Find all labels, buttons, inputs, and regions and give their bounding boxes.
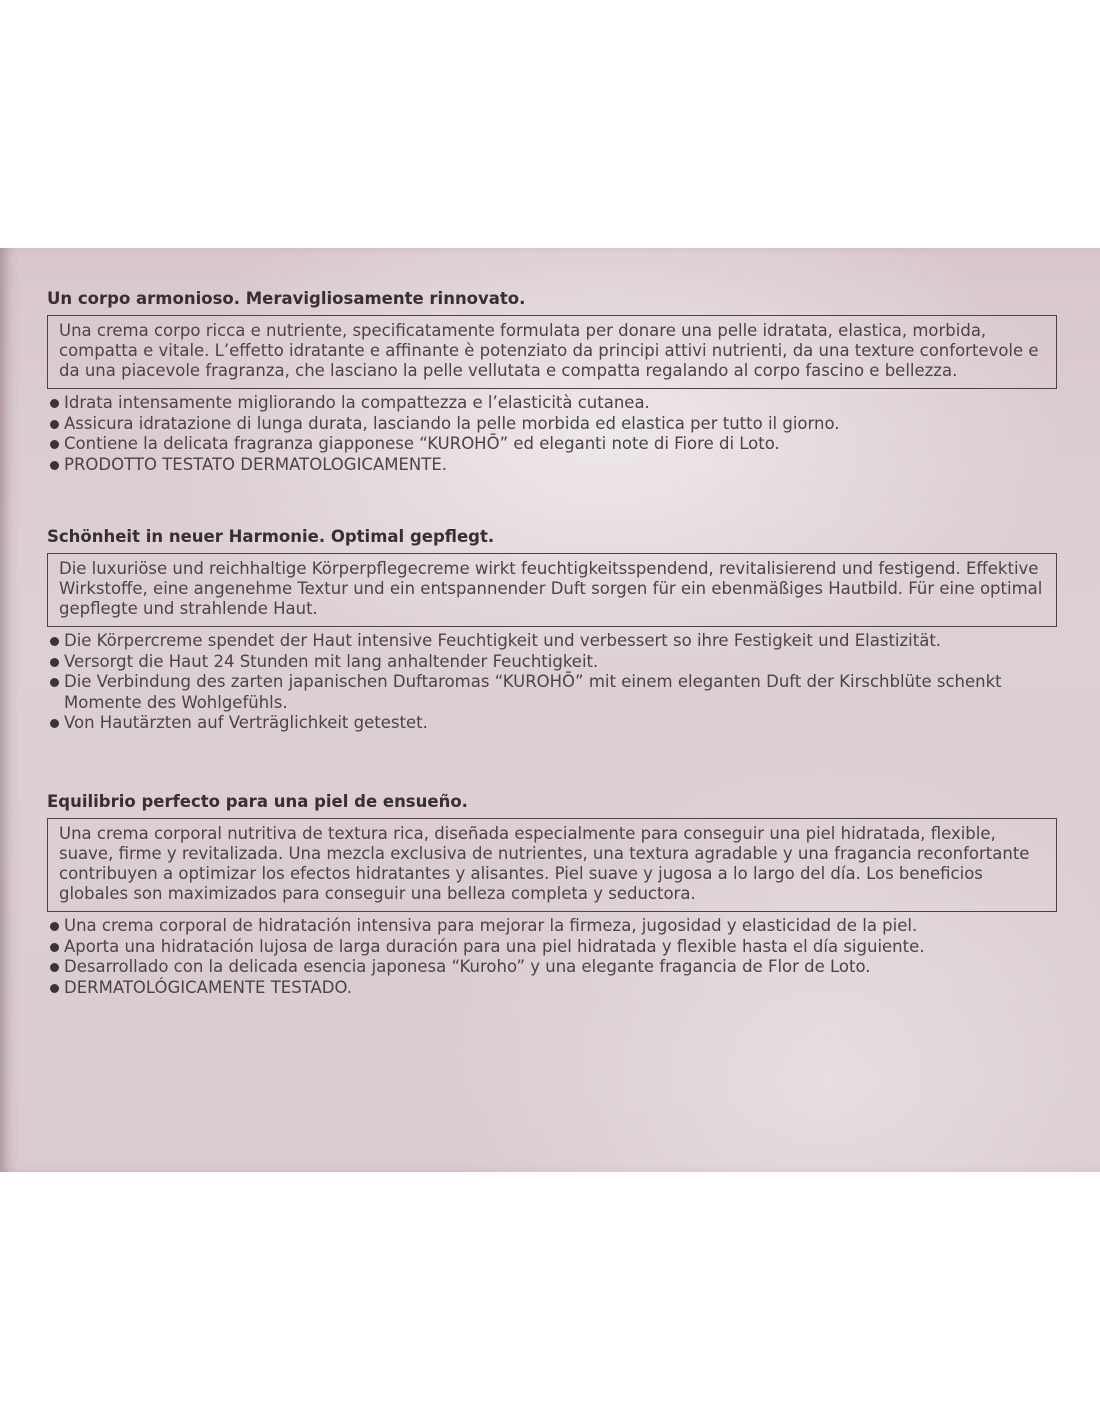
- benefit-list: [47, 916, 1057, 998]
- list-item-text: Aporta una hidratación lujosa de larga duración para una piel hidratada y flexible hasta el día siguiente.: [64, 936, 925, 956]
- bullet-icon: [50, 922, 59, 931]
- description-box: Una crema corpo ricca e nutriente, specificatamente formulata per donare una pelle idratata, elastica, morbida, compatta e vitale. L’effetto idratante e affinante è potenziato da principi attivi nutrienti, da una texture confortevole e da una piacevole fragranza, che lasciano la pelle vellutata e compatta regalando al corpo fascino e bellezza.: [47, 315, 1057, 389]
- list-item: [47, 652, 1057, 673]
- benefit-list: [47, 393, 1057, 475]
- list-item: [47, 937, 1057, 958]
- bullet-icon: [50, 420, 59, 429]
- list-item-text: Die Verbindung des zarten japanischen Duftaromas “KUROHŌ” mit einem eleganten Duft der Kirschblüte schenkt Momente des Wohlgefühls.: [64, 672, 1002, 712]
- list-item-text: Una crema corporal de hidratación intensiva para mejorar la firmeza, jugosidad y elasticidad de la piel.: [64, 916, 918, 935]
- list-item: [47, 414, 1057, 435]
- bullet-icon: [50, 984, 59, 993]
- list-item: [47, 434, 1057, 455]
- section-heading: Un corpo armonioso. Meravigliosamente rinnovato.: [47, 289, 526, 308]
- package-panel: [0, 248, 1100, 1172]
- list-item-text: Desarrollado con la delicada esencia japonesa “Kuroho” y una elegante fragancia de Flor de Loto.: [64, 957, 871, 976]
- section-heading: Equilibrio perfecto para una piel de ensueño.: [47, 792, 468, 811]
- bullet-icon: [50, 399, 59, 408]
- list-item: [47, 631, 1057, 652]
- list-item-text: Die Körpercreme spendet der Haut intensive Feuchtigkeit und verbessert so ihre Festigkeit und Elastizität.: [64, 631, 942, 650]
- list-item: [47, 713, 1057, 734]
- bullet-icon: [50, 678, 59, 687]
- list-item-text: Assicura idratazione di lunga durata, lasciando la pelle morbida ed elastica per tutto il giorno.: [64, 413, 840, 433]
- list-item-text: Idrata intensamente migliorando la compattezza e l’elasticità cutanea.: [64, 393, 650, 412]
- section-italian: [47, 288, 1057, 475]
- list-item-text: Von Hautärzten auf Verträglichkeit getestet.: [64, 713, 428, 732]
- list-item-text: Contiene la delicata fragranza giapponese “KUROHŌ” ed eleganti note di Fiore di Loto.: [64, 434, 780, 453]
- list-item: [47, 916, 1057, 937]
- bullet-icon: [50, 440, 59, 449]
- bullet-icon: [50, 719, 59, 728]
- list-item: [47, 957, 1057, 978]
- list-item: [47, 672, 1057, 713]
- list-item: [47, 978, 1057, 999]
- bullet-icon: [50, 461, 59, 470]
- bullet-icon: [50, 637, 59, 646]
- section-spanish: [47, 791, 1057, 998]
- list-item-text: PRODOTTO TESTATO DERMATOLOGICAMENTE.: [64, 454, 447, 474]
- description-box: Una crema corporal nutritiva de textura rica, diseñada especialmente para conseguir una piel hidratada, flexible, suave, firme y revitalizada. Una mezcla exclusiva de nutrientes, una textura agradable y una fragancia reconfortante contribuyen a optimizar los efectos hidratantes y alisantes. Piel suave y jugosa a lo largo del día. Los beneficios globales son maximizados para conseguir una belleza completa y seductora.: [47, 818, 1057, 912]
- description-box: Die luxuriöse und reichhaltige Körperpflegecreme wirkt feuchtigkeitsspendend, revitalisierend und festigend. Effektive Wirkstoffe, eine angenehme Textur und ein entspannender Duft sorgen für ein ebenmäßiges Hautbild. Für eine optimal gepflegte und strahlende Haut.: [47, 553, 1057, 627]
- bullet-icon: [50, 658, 59, 667]
- bullet-icon: [50, 963, 59, 972]
- section-german: [47, 526, 1057, 734]
- list-item-text: DERMATOLÓGICAMENTE TESTADO.: [64, 977, 353, 997]
- list-item-text: Versorgt die Haut 24 Stunden mit lang anhaltender Feuchtigkeit.: [64, 651, 599, 671]
- list-item: [47, 455, 1057, 476]
- section-heading: Schönheit in neuer Harmonie. Optimal gepflegt.: [47, 527, 495, 546]
- benefit-list: [47, 631, 1057, 734]
- list-item: [47, 393, 1057, 414]
- bullet-icon: [50, 943, 59, 952]
